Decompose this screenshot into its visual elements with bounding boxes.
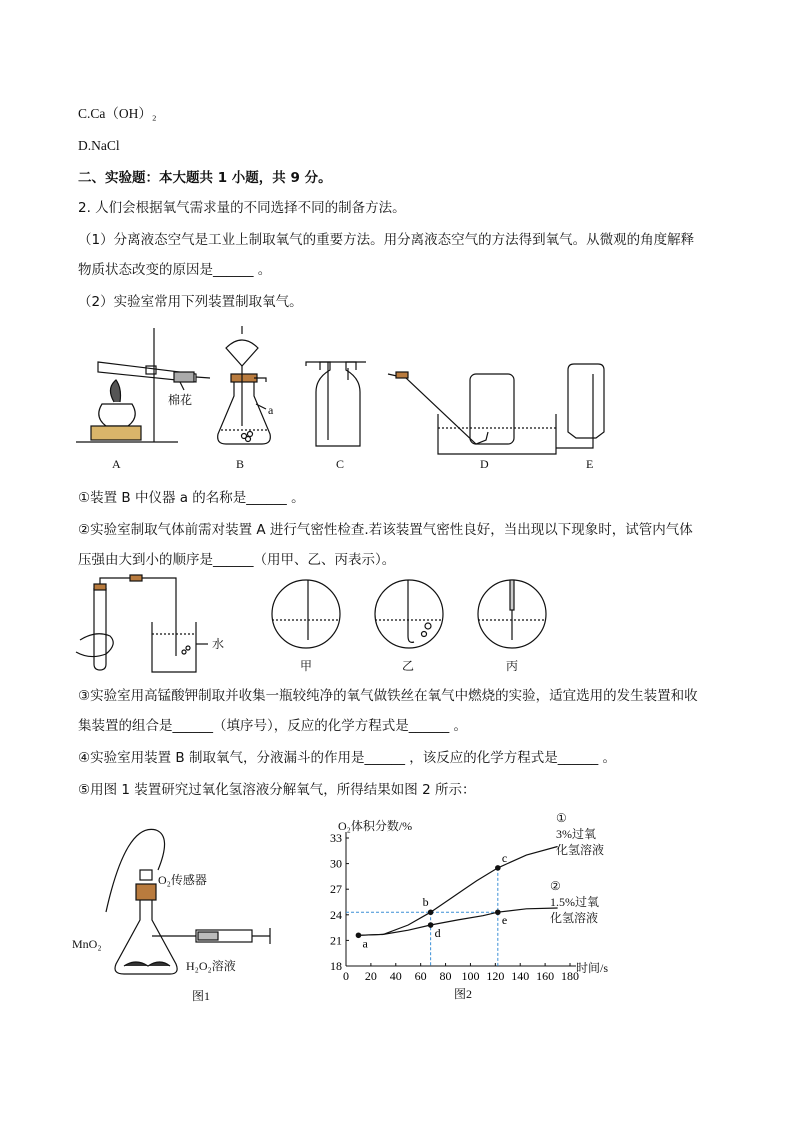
- part1-line1: （1）分离液态空气是工业上制取氧气的重要方法。用分离液态空气的方法得到氧气。从微观的角度解释: [78, 232, 695, 248]
- question-4: ④实验室用装置 B 制取氧气，分液漏斗的作用是______ ，该反应的化学方程式是______ 。: [78, 750, 617, 766]
- point-a: [356, 932, 362, 938]
- curve1-label-line2: 化氢溶液: [556, 843, 605, 857]
- part1-line2: 物质状态改变的原因是______ 。: [78, 262, 272, 278]
- option-d: D.NaCl: [78, 138, 120, 153]
- question-2-line2: 压强由大到小的顺序是______（用甲、乙、丙表示）。: [78, 552, 396, 568]
- y-tick-label: 27: [330, 882, 342, 897]
- curve2-number: ②: [550, 879, 561, 893]
- question-5: ⑤用图 1 装置研究过氧化氢溶液分解氧气，所得结果如图 2 所示：: [78, 782, 476, 798]
- question-2-line1: ②实验室制取气体前需对装置 A 进行气密性检查.若该装置气密性良好，当出现以下现象时，试管内气体: [78, 522, 693, 538]
- cotton-label: 棉花: [168, 393, 193, 407]
- instrument-a-label: a: [268, 403, 274, 417]
- chart-xlabel: 时间/s: [576, 961, 609, 975]
- curve1-label-line1: 3%过氧: [556, 827, 596, 841]
- apparatus-figure: [66, 322, 626, 474]
- water-label: 水: [212, 637, 225, 651]
- question-3-line2: 集装置的组合是______（填序号），反应的化学方程式是______ 。: [78, 718, 468, 734]
- y-tick-label: 21: [330, 933, 342, 948]
- point-label-b: b: [422, 895, 429, 910]
- x-tick-label: 100: [461, 969, 480, 983]
- x-tick-label: 60: [414, 969, 427, 983]
- state-bing: 丙: [506, 659, 519, 673]
- state-jia: 甲: [300, 659, 313, 673]
- label-D: D: [480, 457, 489, 471]
- airtightness-figure: [66, 574, 556, 684]
- question-3-line1: ③实验室用高锰酸钾制取并收集一瓶较纯净的氧气做铁丝在氧气中燃烧的实验，适宜选用的发生装置和收: [78, 688, 698, 704]
- h2o2-label: H₂O₂溶液: [186, 959, 236, 973]
- figure-2-chart: [300, 810, 630, 1010]
- point-label-e: e: [501, 913, 508, 928]
- x-tick-label: 20: [364, 969, 377, 983]
- point-b: [428, 909, 434, 915]
- part2-intro: （2）实验室常用下列装置制取氧气。: [78, 294, 303, 310]
- question-stem: 2. 人们会根据氧气需求量的不同选择不同的制备方法。: [78, 200, 406, 216]
- option-c: C.Ca（OH）₂: [78, 106, 157, 121]
- x-tick-label: 40: [389, 969, 402, 983]
- point-label-c: c: [501, 850, 508, 865]
- figure1-caption: 图1: [192, 989, 211, 1003]
- curve2-label-line1: 1.5%过氧: [550, 895, 599, 909]
- figure2-caption: 图2: [454, 987, 473, 1001]
- point-c: [495, 865, 501, 871]
- x-tick-label: 120: [486, 969, 505, 983]
- state-yi: 乙: [402, 659, 415, 673]
- label-A: A: [112, 457, 121, 471]
- chart-ylabel: O₂体积分数/%: [338, 819, 413, 833]
- curve2-label-line2: 化氢溶液: [550, 911, 599, 925]
- point-label-d: d: [434, 926, 441, 941]
- section-title: 二、实验题：本大题共 1 小题，共 9 分。: [78, 170, 332, 186]
- y-tick-label: 33: [330, 831, 342, 845]
- y-tick-label: 24: [330, 907, 342, 922]
- x-tick-label: 180: [561, 969, 579, 983]
- y-tick-label: 30: [330, 856, 342, 871]
- y-tick-label: 18: [330, 959, 342, 973]
- x-tick-label: 160: [536, 969, 555, 983]
- curve1-number: ①: [556, 811, 567, 825]
- x-tick-label: 0: [343, 969, 349, 983]
- label-C: C: [336, 457, 345, 471]
- point-label-a: a: [362, 936, 368, 951]
- label-E: E: [586, 457, 594, 471]
- label-B: B: [236, 457, 245, 471]
- point-d: [428, 922, 434, 928]
- sensor-label: O₂传感器: [158, 873, 207, 887]
- x-tick-label: 140: [511, 969, 530, 983]
- figure-1: [66, 812, 296, 1012]
- point-e: [495, 909, 501, 915]
- question-1: ①装置 B 中仪器 a 的名称是______ 。: [78, 490, 305, 506]
- series-line-1: [358, 847, 557, 936]
- x-tick-label: 80: [439, 969, 452, 983]
- mno2-label: MnO₂: [72, 937, 102, 951]
